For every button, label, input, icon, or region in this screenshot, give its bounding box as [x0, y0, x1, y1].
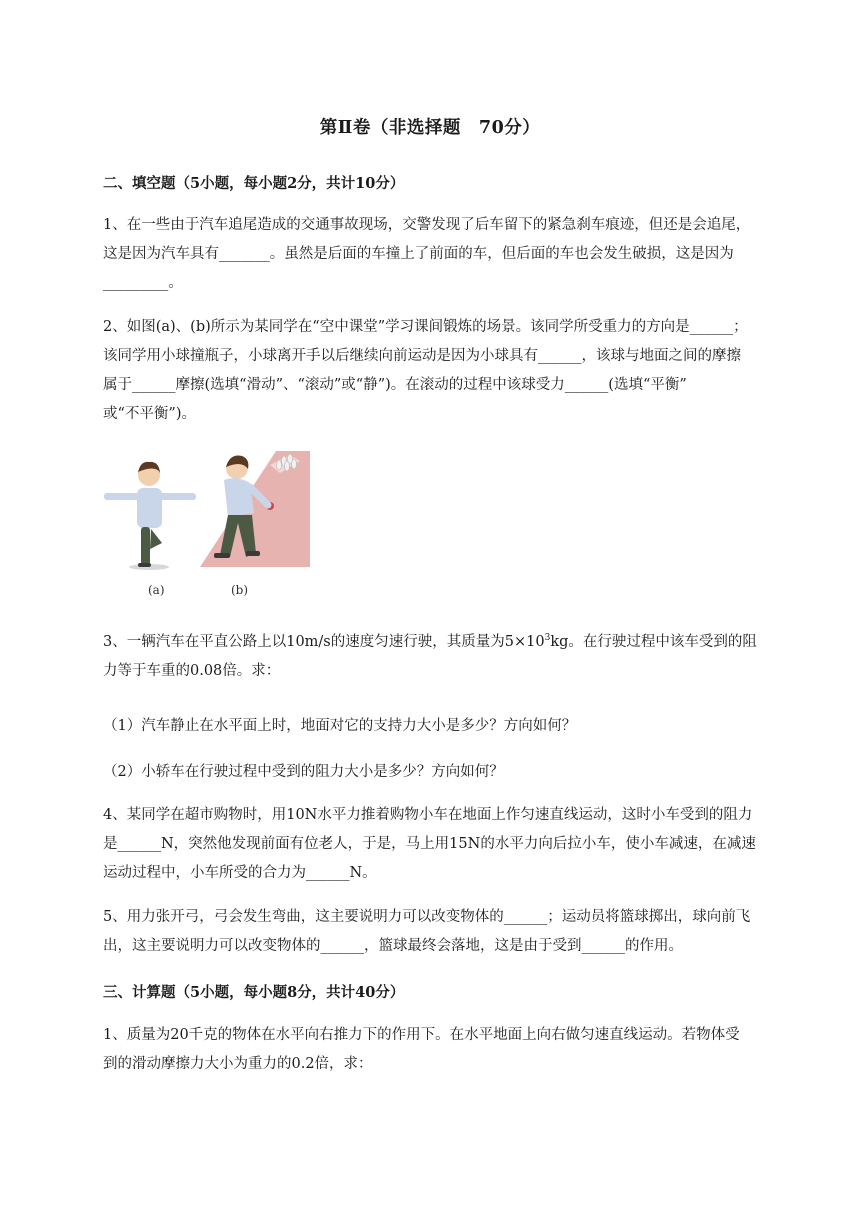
question-3-line-2: 力等于车重的0.08倍。求： [103, 663, 281, 679]
question-2 [103, 313, 803, 429]
section-heading-calculation: 三、计算题（5小题，每小题8分，共计40分） [103, 984, 405, 1001]
question-1-line-2: 这是因为汽车具有_______。虽然是后面的车撞上了前面的车，但后面的车也会发生破损，这是因为 [103, 246, 734, 262]
exercise-figure [104, 447, 312, 603]
question-2-line-2: 该同学用小球撞瓶子，小球离开手以后继续向前运动是因为小球具有______，该球与地面之间的摩擦 [103, 348, 741, 364]
question-5 [103, 903, 803, 961]
question-3-sub-1: （1）汽车静止在水平面上时，地面对它的支持力大小是多少？方向如何？ [103, 718, 577, 734]
question-3-line-1-part-a: 3、一辆汽车在平直公路上以10m/s的速度匀速行驶，其质量为5×10 [103, 634, 545, 650]
figure-caption-a: (a) [148, 583, 165, 597]
question-1 [103, 211, 803, 298]
question-1-line-1: 1、在一些由于汽车追尾造成的交通事故现场，交警发现了后车留下的紧急刹车痕迹，但还是会追尾， [103, 217, 751, 233]
question-5-line-1: 5、用力张开弓，弓会发生弯曲，这主要说明力可以改变物体的______；运动员将篮球掷出，球向前飞 [103, 909, 751, 925]
question-4 [103, 801, 803, 888]
figure-caption-b: (b) [231, 583, 249, 597]
question-5-line-2: 出，这主要说明力可以改变物体的______，篮球最终会落地，这是由于受到______的作用。 [103, 938, 683, 954]
question-1-line-3: _________。 [103, 275, 183, 291]
question-4-line-3: 运动过程中，小车所受的合力为______N。 [103, 865, 377, 881]
question-3-line-1 [103, 628, 803, 657]
calc-question-1-line-2: 到的滑动摩擦力大小为重力的0.2倍，求： [103, 1056, 373, 1072]
question-3-line-1-part-b: kg。在行驶过程中该车受到的阻 [550, 634, 757, 650]
question-2-line-3: 属于______摩擦(选填“滑动”、“滚动”或“静”)。在滚动的过程中该球受力______(选填“平衡” [103, 377, 687, 393]
page-title: 第Ⅱ卷（非选择题 70分） [319, 118, 541, 138]
question-2-line-4: 或“不平衡”)。 [103, 406, 196, 422]
question-3 [103, 628, 803, 686]
calc-question-1-line-1: 1、质量为20千克的物体在水平向右推力下的作用下。在水平地面上向右做匀速直线运动。若物体受 [103, 1027, 740, 1043]
question-4-line-2: 是______N，突然他发现前面有位老人，于是，马上用15N的水平力向后拉小车，使小车减速，在减速 [103, 836, 756, 852]
exponent: 3 [544, 633, 551, 644]
exercise-illustration [104, 447, 312, 603]
boy-bowling-figure [200, 451, 310, 567]
question-3-sub-2: （2）小轿车在行驶过程中受到的阻力大小是多少？方向如何？ [103, 764, 504, 780]
boy-balancing-figure [104, 462, 196, 570]
question-4-line-1: 4、某同学在超市购物时，用10N水平力推着购物小车在地面上作匀速直线运动，这时小车受到的阻力 [103, 807, 753, 823]
calc-question-1 [103, 1021, 803, 1079]
section-heading-fill-in: 二、填空题（5小题，每小题2分，共计10分） [103, 175, 405, 192]
question-2-line-1: 2、如图(a)、(b)所示为某同学在“空中课堂”学习课间锻炼的场景。该同学所受重力的方向是______； [103, 319, 748, 335]
